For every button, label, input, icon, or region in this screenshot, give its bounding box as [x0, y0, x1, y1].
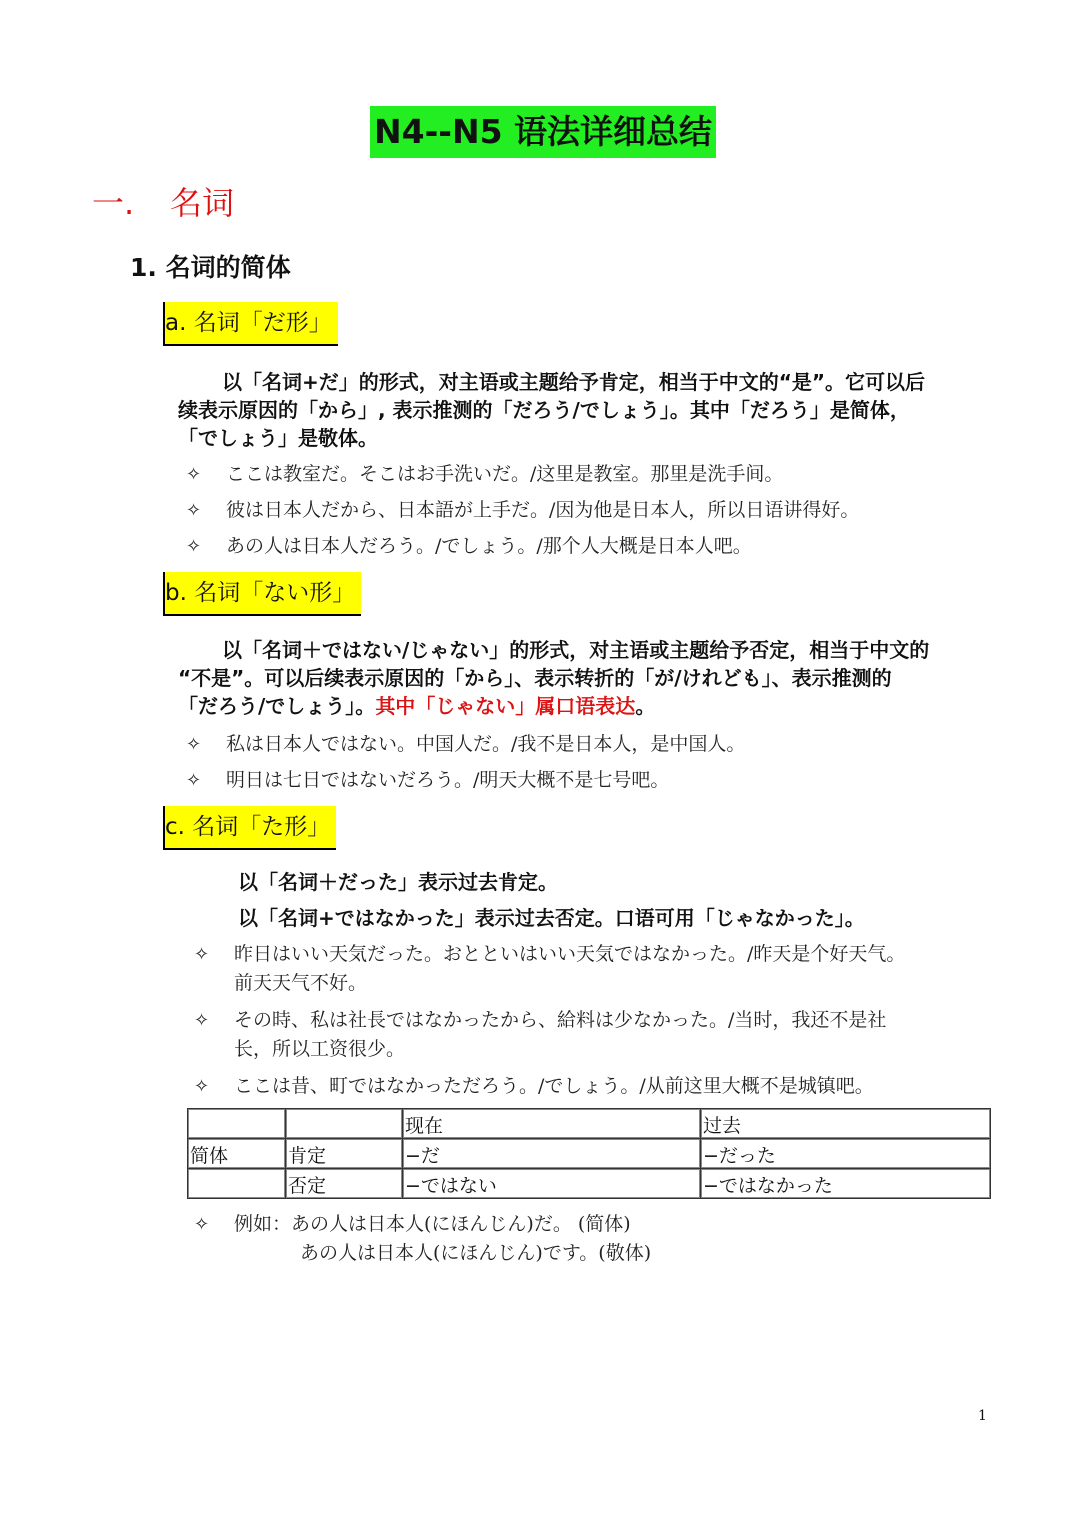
table-cell: −だった: [701, 1139, 991, 1169]
page-title: N4--N5 语法详细总结: [370, 106, 716, 158]
text-past-negative: 以「名词+ではなかった」表示过去否定。口语可用「じゃなかった」。: [238, 906, 865, 930]
table-cell: 否定: [286, 1169, 403, 1199]
table-row: [188, 1169, 991, 1199]
text-past-positive: 以「名词＋だった」表示过去肯定。: [238, 870, 558, 894]
section-label: 名词的简体: [165, 253, 291, 282]
table-cell: [188, 1169, 286, 1199]
table-header-row: [188, 1109, 991, 1139]
example-list-c: [194, 940, 994, 1108]
paragraph-nai-form: [178, 636, 990, 720]
subheading-ta-form: c. 名词「た形」: [163, 806, 336, 850]
star-bullet-icon: ✧: [186, 734, 202, 755]
paragraph-da-form: [178, 368, 990, 452]
list-item: ✧ 昨日はいい天気だった。おとといはいい天気ではなかった。/昨天是个好天气。 前天天气不好。: [194, 940, 994, 1006]
star-bullet-icon: ✧: [186, 770, 202, 791]
paragraph-line: 以「名词+だ」的形式，对主语或主题给予肯定，相当于中文的“是”。它可以后: [222, 370, 926, 394]
table-cell: 现在: [403, 1109, 701, 1139]
table-cell: 过去: [701, 1109, 991, 1139]
list-item: ✧ あの人は日本人だろう。/でしょう。/那个人大概是日本人吧。: [186, 532, 986, 568]
section-number: 1.: [130, 253, 157, 282]
star-bullet-icon: ✧: [194, 1214, 210, 1235]
table-cell: −だ: [403, 1139, 701, 1169]
table-cell: [188, 1109, 286, 1139]
star-bullet-icon: ✧: [194, 1010, 210, 1031]
page-number: 1: [978, 1408, 987, 1424]
subheading-nai-form: b. 名词「ない形」: [163, 572, 361, 616]
conjugation-table: [187, 1108, 991, 1199]
star-bullet-icon: ✧: [186, 536, 202, 557]
example-line: あの人は日本人(にほんじん)だ。 (简体): [291, 1213, 631, 1235]
list-item: ✧ 私は日本人ではない。中国人だ。/我不是日本人，是中国人。: [186, 730, 986, 766]
subheading-da-form: a. 名词「だ形」: [163, 302, 338, 346]
star-bullet-icon: ✧: [186, 500, 202, 521]
chapter-heading: 名词: [170, 184, 235, 222]
example-list-a: [186, 460, 986, 568]
star-bullet-icon: ✧: [194, 1076, 210, 1097]
list-item: ✧ ここは昔、町ではなかっただろう。/でしょう。/从前这里大概不是城镇吧。: [194, 1072, 994, 1108]
star-bullet-icon: ✧: [186, 464, 202, 485]
highlight-red-text: 其中「じゃない」属口语表达: [375, 694, 636, 718]
table-cell: −ではない: [403, 1169, 701, 1199]
example-label: 例如：: [234, 1213, 292, 1235]
list-item: ✧ その時、私は社長ではなかったから、給料は少なかった。/当时，我还不是社 长，所以工资很少。: [194, 1006, 994, 1072]
chapter-number: 一.: [92, 184, 135, 222]
list-item: ✧ 明日は七日ではないだろう。/明天大概不是七号吧。: [186, 766, 986, 802]
paragraph-line: 续表示原因的「から」, 表示推测的「だろう/でしょう」。其中「だろう」是简体，: [178, 398, 910, 422]
paragraph-line: 「だろう/でしょう」。其中「じゃない」属口语表达。: [178, 694, 656, 718]
paragraph-line: “不是”。可以后续表示原因的「から」、表示转折的「が/けれども」、表示推测的: [178, 666, 892, 690]
table-cell: 简体: [188, 1139, 286, 1169]
star-bullet-icon: ✧: [194, 944, 210, 965]
example-line: あの人は日本人(にほんじん)です。(敬体): [300, 1242, 652, 1264]
paragraph-line: 以「名词＋ではない/じゃない」的形式，对主语或主题给予否定，相当于中文的: [222, 638, 930, 662]
paragraph-line: 「でしょう」是敬体。: [178, 426, 378, 450]
list-item: ✧ 彼は日本人だから、日本語が上手だ。/因为他是日本人，所以日语讲得好。: [186, 496, 986, 532]
table-cell: [286, 1109, 403, 1139]
section-heading: [130, 248, 291, 284]
list-item: ✧ ここは教室だ。そこはお手洗いだ。/这里是教室。那里是洗手间。: [186, 460, 986, 496]
table-cell: −ではなかった: [701, 1169, 991, 1199]
example-list-b: [186, 730, 986, 802]
table-cell: 肯定: [286, 1139, 403, 1169]
table-row: [188, 1139, 991, 1169]
